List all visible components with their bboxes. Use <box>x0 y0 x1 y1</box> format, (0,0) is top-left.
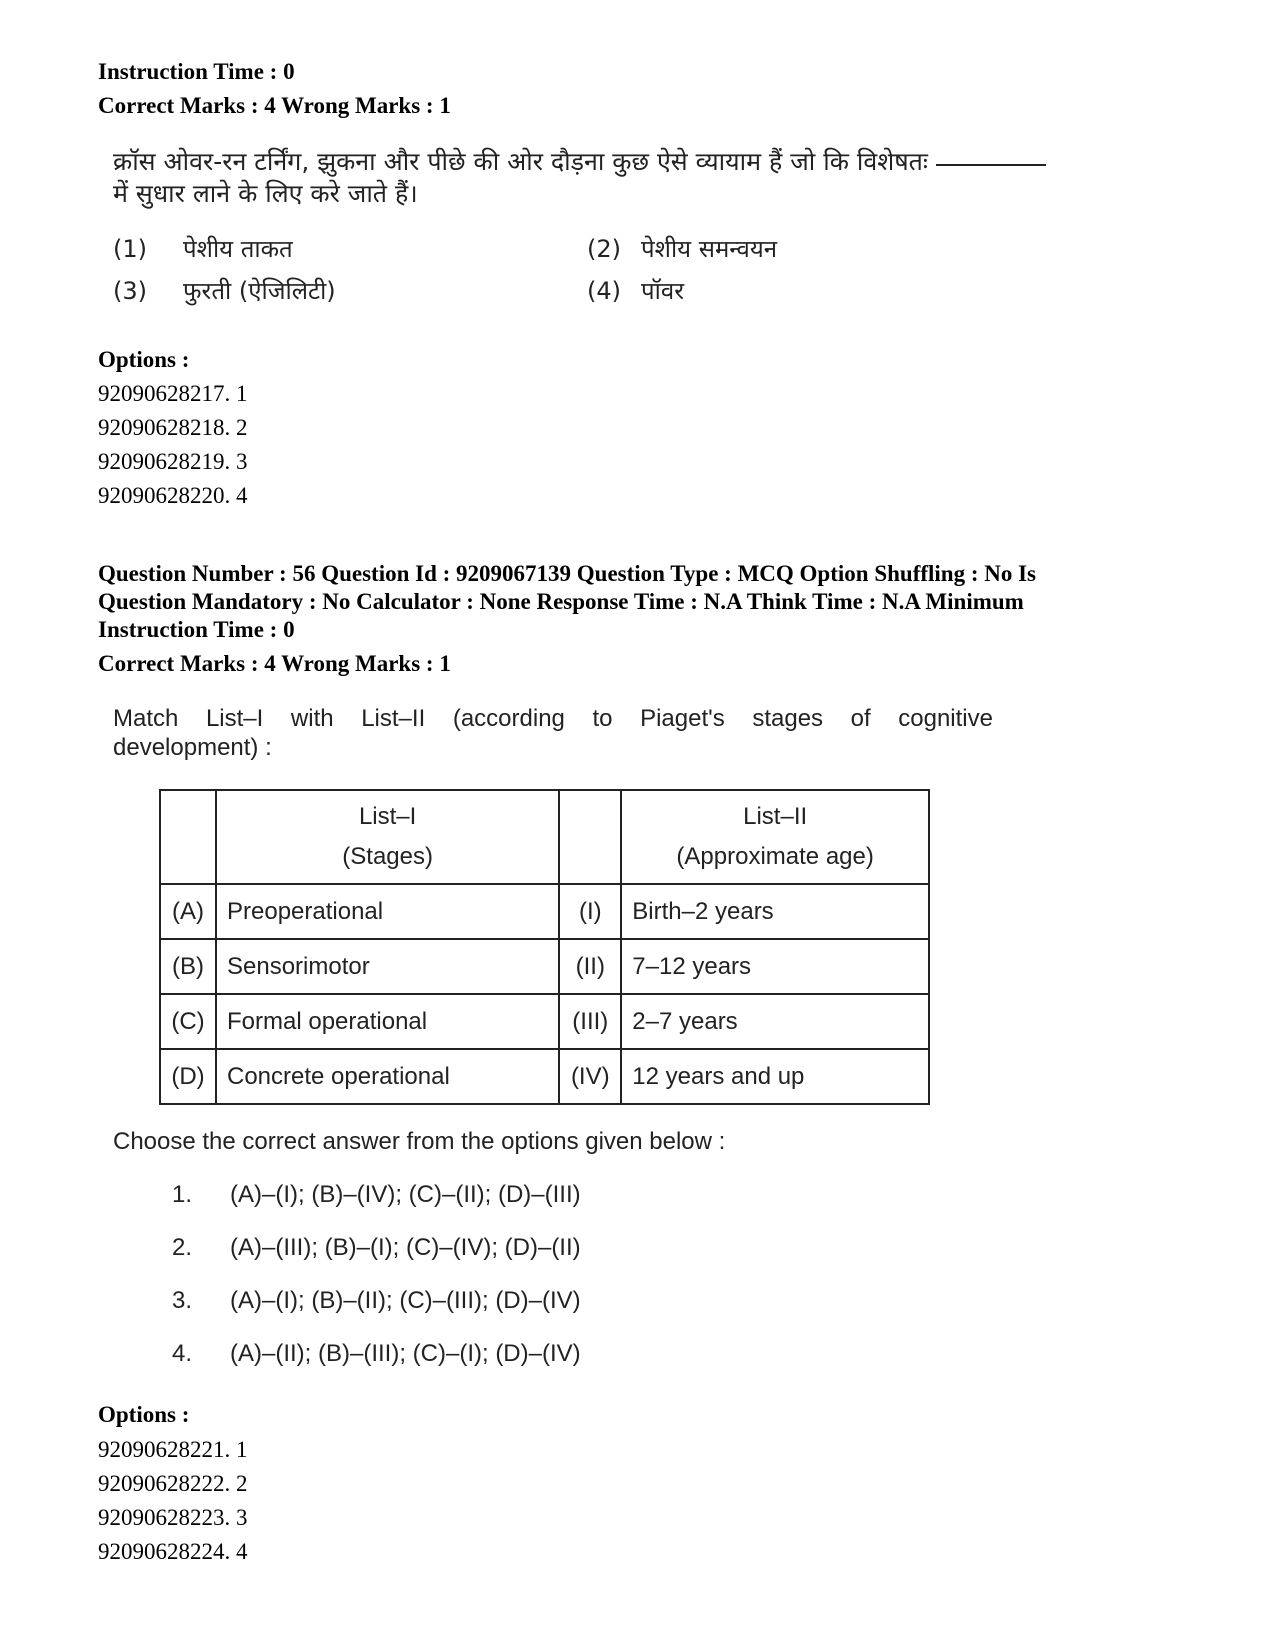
list-1-header: List–I (Stages) <box>216 790 559 884</box>
options-heading: Options : <box>98 347 190 372</box>
stem-line-2: development) : <box>113 734 272 761</box>
answer-choice-3: 3. (A)–(I); (B)–(II); (C)–(III); (D)–(IV) <box>172 1287 581 1314</box>
marks-info: Correct Marks : 4 Wrong Marks : 1 <box>98 93 451 118</box>
answer-choice-4: 4. (A)–(II); (B)–(III); (C)–(I); (D)–(IV) <box>172 1340 581 1367</box>
question-stem-hindi <box>113 146 1103 210</box>
table-row: (C) Formal operational (III) 2–7 years <box>160 994 929 1049</box>
list-2-header: List–II (Approximate age) <box>621 790 929 884</box>
choose-instruction: Choose the correct answer from the options given below : <box>113 1128 726 1155</box>
stem-line-2: में सुधार लाने के लिए करे जाते हैं। <box>113 179 418 208</box>
match-table <box>159 789 930 1105</box>
answer-choice-2: 2. (A)–(III); (B)–(I); (C)–(IV); (D)–(II) <box>172 1234 581 1261</box>
table-row: (D) Concrete operational (IV) 12 years and up <box>160 1049 929 1104</box>
choice-3: (3) फुरती (ऐजिलिटी) <box>113 277 336 305</box>
stem-line-1: Match List–I with List–II (according to Piaget's stages of cognitive <box>113 705 993 732</box>
answer-blank <box>936 164 1046 166</box>
option-line: 92090628217. 1 <box>98 381 248 406</box>
option-line: 92090628220. 4 <box>98 483 248 508</box>
question-header-line-2: Question Mandatory : No Calculator : None Response Time : N.A Think Time : N.A Minimum <box>98 589 1024 614</box>
question-stem <box>113 704 993 762</box>
options-heading: Options : <box>98 1402 190 1427</box>
choice-1: (1) पेशीय ताकत <box>113 235 293 263</box>
stem-line-1: क्रॉस ओवर-रन टर्निंग, झुकना और पीछे की ओर दौड़ना कुछ ऐसे व्यायाम हैं जो कि विशेषतः <box>113 147 928 176</box>
option-line: 92090628224. 4 <box>98 1539 248 1564</box>
choice-2: (2) पेशीय समन्वयन <box>587 235 778 263</box>
question-header-line-3: Instruction Time : 0 <box>98 617 295 642</box>
option-line: 92090628222. 2 <box>98 1471 248 1496</box>
option-line: 92090628219. 3 <box>98 449 248 474</box>
option-line: 92090628218. 2 <box>98 415 248 440</box>
question-header-line-1: Question Number : 56 Question Id : 9209067139 Question Type : MCQ Option Shuffling : No Is <box>98 561 1037 586</box>
table-row: (A) Preoperational (I) Birth–2 years <box>160 884 929 939</box>
option-line: 92090628223. 3 <box>98 1505 248 1530</box>
table-header-row <box>160 790 929 884</box>
answer-choice-1: 1. (A)–(I); (B)–(IV); (C)–(II); (D)–(III) <box>172 1181 581 1208</box>
table-row: (B) Sensorimotor (II) 7–12 years <box>160 939 929 994</box>
choice-4: (4) पॉवर <box>587 277 685 305</box>
marks-info: Correct Marks : 4 Wrong Marks : 1 <box>98 651 451 676</box>
option-line: 92090628221. 1 <box>98 1437 248 1462</box>
instruction-time: Instruction Time : 0 <box>98 59 295 84</box>
